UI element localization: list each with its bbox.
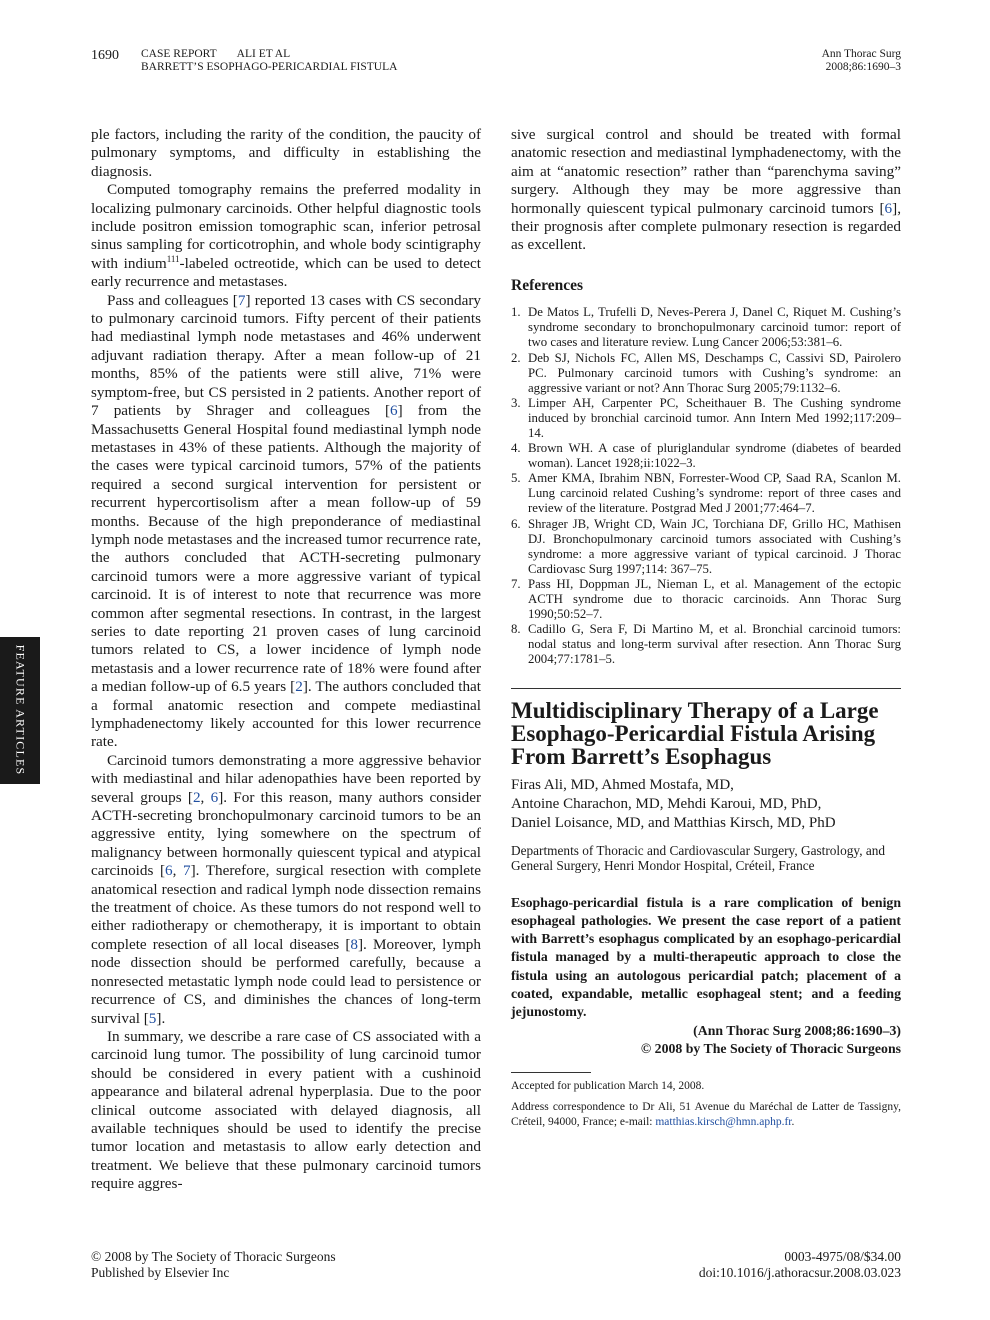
footer-left: [91, 1249, 336, 1281]
paragraph: Pass and colleagues [7] reported 13 cases with CS secondary to pulmonary carcinoid tumors. Fifty percent of their patients had mediastinal lymph node metastases and 46% underwent adjuvant radiation therapy. After a mean follow-up of 21 months, 85% of the patients were still alive, 71% were symptom-free, but CS persisted in 2 patients. Another report of 7 patients by Shrager and colleagues [6] from the Massachusetts General Hospital found mediastinal lymph node metastases in 43% of these patients. Although the majority of the cases were typical carcinoid tumors, 57% of the patients required a second surgical intervention for persistent or recurrent hypercortisolism after a mean follow-up of 59 months. Because of the high preponderance of mediastinal lymph node metastases and the increased tumor recurrence rate, the authors concluded that ACTH-secreting pulmonary carcinoid tumors were a more aggressive variant of typical carcinoid. It is of interest to note that recurrence was more common after segmental resections. In contrast, in the largest series to date reporting 21 proven cases of lung carcinoid tumors related to CS, a lower incidence of lymph node metastasis and a lower recurrence rate of 18% were found after a median follow-up of 6.5 years [2]. The authors concluded that a formal anatomic resection and compete mediastinal lymphadenectomy likely accounted for this lower recurrence rate.: [91, 291, 482, 751]
journal-name: Ann Thorac Surg: [821, 48, 901, 60]
reference-number: 7.: [511, 576, 521, 591]
feature-articles-tab: [0, 637, 40, 784]
reference-item: [511, 351, 901, 396]
citation-link[interactable]: 2: [192, 788, 201, 806]
reference-item: [511, 622, 901, 667]
reference-text: De Matos L, Trufelli D, Neves-Perera J, Danel C, Riquet M. Cushing’s syndrome secondary to bronchopulmonary carcinoid tumor: report of two cases and literature review. Lung Cancer 2006;53:381–6.: [528, 305, 901, 350]
author-line: Firas Ali, MD, Ahmed Mostafa, MD,: [511, 776, 734, 793]
citation-link[interactable]: 6: [165, 862, 173, 880]
reference-text: Limper AH, Carpenter PC, Scheithauer B. The Cushing syndrome induced by bronchial carcinoid tumor. Ann Intern Med 1992;117:209–14.: [528, 395, 901, 440]
reference-number: 4.: [511, 441, 521, 456]
citation-link[interactable]: 6: [884, 199, 893, 217]
email-link[interactable]: matthias.kirsch@hmn.aphp.fr: [655, 1116, 792, 1129]
citation-link[interactable]: 6: [210, 788, 219, 806]
reference-text: Deb SJ, Nichols FC, Allen MS, Deschamps C, Cassivi SD, Pairolero PC. Pulmonary carcinoid tumors with Cushing’s syndrome: an aggressive variant or not? Ann Thorac Surg 2005;79:1132–6.: [528, 350, 901, 395]
reference-number: 5.: [511, 471, 521, 486]
citation-link[interactable]: 7: [183, 862, 191, 880]
reference-text: Pass HI, Doppman JL, Nieman L, et al. Management of the ectopic ACTH syndrome due to thoracic carcinoids. Ann Thorac Surg 1990;50:52–7.: [528, 576, 901, 622]
reference-item: [511, 396, 901, 441]
journal-info: [822, 48, 901, 74]
journal-volume: 2008;86:1690–3: [825, 61, 901, 73]
reference-number: 6.: [511, 516, 521, 531]
paragraph: ple factors, including the rarity of the condition, the paucity of pulmonary symptoms, and difficulty in establishing the diagnosis.: [91, 126, 481, 180]
reference-number: 1.: [511, 305, 521, 320]
reference-number: 3.: [511, 395, 521, 410]
footnote-divider: [511, 1072, 591, 1073]
reference-item: [511, 471, 901, 516]
correspondence-address: Address correspondence to Dr Ali, 51 Avenue du Maréchal de Latter de Tassigny, Créteil, 94000, France; e-mail: matthias.kirsch@hmn.aphp.fr.: [511, 1101, 901, 1129]
copyright-notice: © 2008 by The Society of Thoracic Surgeons: [640, 1040, 901, 1056]
running-header: [141, 48, 397, 74]
article-title: Multidisciplinary Therapy of a Large Esophago-Pericardial Fistula Arising From Barrett’s Esophagus: [511, 697, 879, 769]
author-list: [511, 776, 901, 833]
author-line: Antoine Charachon, MD, Mehdi Karoui, MD, PhD,: [511, 795, 822, 812]
reference-item: [511, 577, 901, 622]
footer-doi: doi:10.1016/j.athoracsur.2008.03.023: [698, 1265, 901, 1280]
page-number: 1690: [91, 48, 119, 63]
side-tab-label: FEATURE ARTICLES: [13, 644, 28, 776]
citation-link[interactable]: 6: [390, 402, 398, 420]
reference-item: [511, 517, 901, 577]
journal-citation: (Ann Thorac Surg 2008;86:1690–3): [693, 1022, 901, 1038]
reference-item: [511, 305, 901, 350]
reference-text: Shrager JB, Wright CD, Wain JC, Torchiana DF, Grillo HC, Mathisen DJ. Bronchopulmonary carcinoid tumors associated with Cushing’s syndrome: a more aggressive variant of typical carcinoid. J Thorac Cardiovasc Surg 1997;114: 367–75.: [528, 516, 901, 576]
abstract: Esophago-pericardial fistula is a rare complication of benign esophageal pathologies. We present the case report of a patient with Barrett’s esophagus complicated by an esophago-pericardial fistula managed by a multi-therapeutic approach to close the fistula using an autologous pericardial patch; placement of a coated, expandable, metallic esophageal stent; and a feeding jejunostomy.: [511, 894, 901, 1020]
footer-copyright: © 2008 by The Society of Thoracic Surgeons: [91, 1249, 336, 1264]
citation-link[interactable]: 8: [350, 935, 358, 953]
footer-publisher: Published by Elsevier Inc: [91, 1265, 230, 1280]
short-title: BARRETT’S ESOPHAGO-PERICARDIAL FISTULA: [141, 61, 398, 73]
paragraph: Carcinoid tumors demonstrating a more aggressive behavior with mediastinal and hilar adenopathies have been reported by several groups [2, 6]. For this reason, many authors consider ACTH-secreting bronchopulmonary carcinoid tumors to be an aggressive entity, lying somewhere on the spectrum of malignancy between hormonally quiescent typical and atypical carcinoids [6, 7]. Therefore, surgical resection with complete anatomical resection and radical lymph node dissection remains the treatment of choice. As these tumors do not respond well to either radiotherapy or chemotherapy, it is important to obtain complete resection of all local diseases [8]. Moreover, lymph node dissection should be performed carefully, because a nonresected metastatic lymph node could lead to persistence or recurrence of CS, and diminishes the chances of long-term survival [5].: [91, 751, 482, 1027]
reference-item: [511, 441, 901, 471]
accepted-date: Accepted for publication March 14, 2008.: [511, 1080, 705, 1093]
citation-link[interactable]: 7: [237, 291, 246, 309]
reference-number: 2.: [511, 350, 521, 365]
section-label: CASE REPORT: [141, 48, 217, 60]
reference-number: 8.: [511, 622, 521, 637]
right-column: [511, 126, 901, 1136]
left-column: [91, 126, 481, 1194]
reference-text: Cadillo G, Sera F, Di Martino M, et al. Bronchial carcinoid tumors: nodal status and long-term survival after resection. Ann Thorac Surg 2004;77:1781–5.: [528, 622, 901, 667]
authors-short: ALI ET AL: [236, 48, 291, 60]
citation-link[interactable]: 2: [295, 678, 303, 696]
footnotes: [511, 1079, 901, 1130]
paragraph: Computed tomography remains the preferred modality in localizing pulmonary carcinoids. Other helpful diagnostic tools include positron emission tomographic scan, inferior petrosal sinus sampling for corticotrophin, and whole body scintigraphy with indium$^{111}$-labeled octreotide, which can be used to detect early recurrence and metastases.: [91, 181, 481, 291]
footer-issn: 0003-4975/08/$34.00: [784, 1249, 901, 1264]
reference-list: [511, 305, 901, 667]
reference-text: Amer KMA, Ibrahim NBN, Forrester-Wood CP, Saad RA, Scanlon M. Lung carcinoid related Cushing’s syndrome: report of three cases and review of the literature. Postgrad Med J 2001;77:464–7.: [528, 471, 901, 516]
paragraph: sive surgical control and should be treated with formal anatomic resection and mediastinal lymphadenectomy, with the aim at “anatomic resection” rather than “parenchyma saving” surgery. Although they may be more aggressive than hormonally quiescent typical pulmonary carcinoid tumors [6], their prognosis after complete pulmonary resection is regarded as excellent.: [511, 126, 901, 254]
author-line: Daniel Loisance, MD, and Matthias Kirsch, MD, PhD: [511, 814, 836, 831]
references-heading: References: [511, 276, 584, 294]
paragraph: In summary, we describe a rare case of CS associated with a carcinoid lung tumor. The possibility of lung carcinoid tumor should be considered in every patient with a cushinoid appearance and bilateral adrenal hyperplasia. Due to the poor clinical outcome associated with delayed diagnosis, all available techniques should be used to identify the precise tumor location and metastasis to allow early detection and treatment. We believe that these pulmonary carcinoid tumors require aggres-: [91, 1027, 481, 1193]
footer-right: [699, 1249, 901, 1281]
reference-text: Brown WH. A case of pluriglandular syndrome (diabetes of bearded woman). Lancet 1928;ii:1022–3.: [528, 441, 901, 471]
citation-link[interactable]: 5: [148, 1009, 157, 1027]
section-divider: [511, 688, 901, 689]
affiliation: Departments of Thoracic and Cardiovascular Surgery, Gastrology, and General Surgery, Henri Mondor Hospital, Créteil, France: [511, 842, 886, 873]
